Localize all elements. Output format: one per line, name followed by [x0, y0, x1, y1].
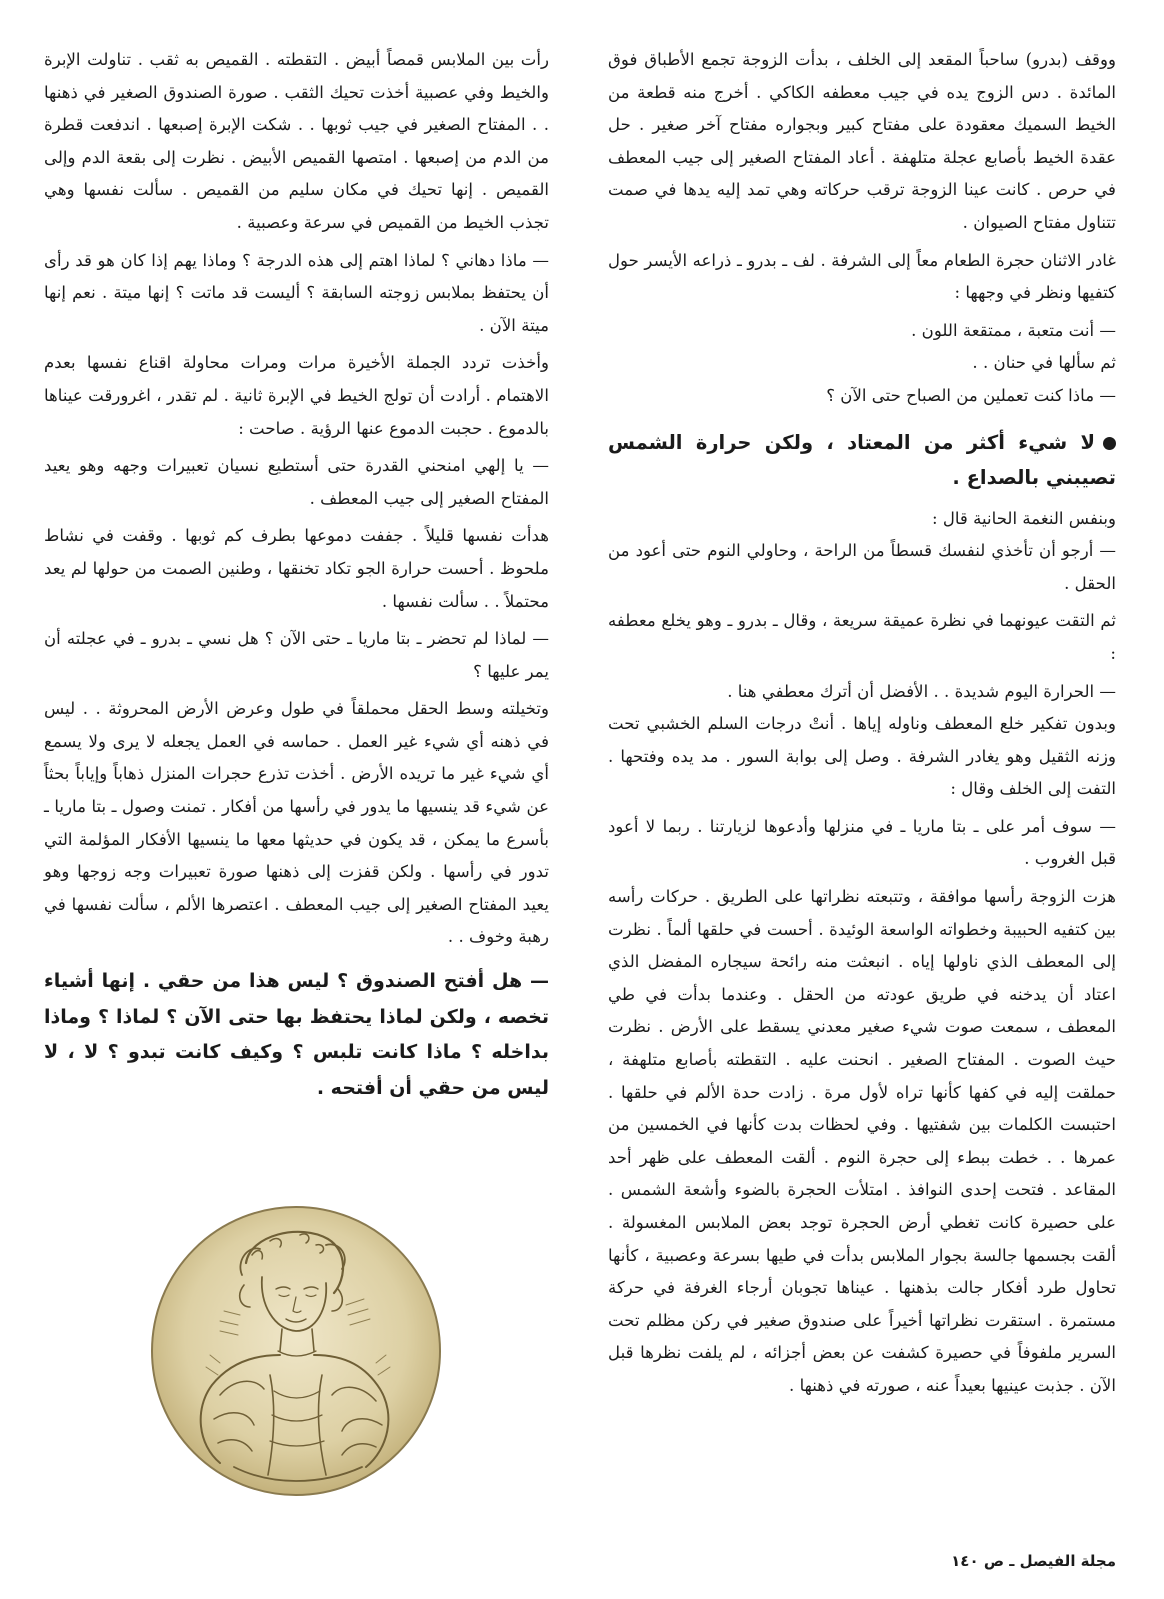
paragraph: رأت بين الملابس قمصاً أبيض . التقطته . القميص به ثقب . تناولت الإبرة والخيط وفي عصبية أخذت تحيك الثقب . صورة الصندوق الصغير في ذهنها . . المفتاح الصغير في جيب ثوبها . . شكت الإبرة إصبعها . اندفعت قطرة من الدم من إصبعها . امتصها القميص الأبيض . نظرت إلى بقعة الدم وإلى القميص . إنها تحيك في مكان سليم من القميص . سألت نفسها وهي تجذب الخيط من القميص في سرعة وعصبية . — [44, 50, 549, 232]
paragraph: ووقف (بدرو) ساحباً المقعد إلى الخلف ، بدأت الزوجة تجمع الأطباق فوق المائدة . دس الزوج يده في جيب معطفه الكاكي . أخرج منه قطعة من الخيط السميك معقودة على مفتاح كبير وبجواره مفتاح آخر صغير . حل عقدة الخيط بأصابع عجلة متلهفة . أعاد المفتاح الصغير إلى جيب المعطف في حرص . كانت عينا الزوجة ترقب حركاته وهي تمد إليه يدها في صمت تتناول مفتاح الصيوان . — [608, 50, 1116, 232]
dialogue-line: — أرجو أن تأخذي لنفسك قسطاً من الراحة ، وحاولي النوم حتى أعود من الحقل . — [608, 541, 1116, 593]
page-footer: مجلة الفيصل ـ ص ١٤٠ — [951, 1552, 1116, 1570]
dialogue-line: — الحرارة اليوم شديدة . . الأفضل أن أترك معطفي هنا . — [727, 681, 1116, 701]
paragraph: وتخيلته وسط الحقل محملقاً في طول وعرض الأرض المحروثة . . ليس في ذهنه أي شيء غير العمل . حماسه في العمل يجعله لا يرى ولا يسمع أي شيء غير ما تريده الأرض . أخذت تذرع حجرات المنزل ذهاباً وإياباً بحثاً عن شيء قد ينسيها ما يدور في رأسها من أفكار . تمنت وصول ـ بتا ماريا ـ بأسرع ما يمكن ، قد يكون في حديثها معها ما ينسيها الأفكار المؤلمة التي تدور في رأسها . ولكن قفزت إلى ذهنها صورة تعبيرات وجه زوجها وهو يعيد المفتاح الصغير إلى جيب المعطف . اعتصرها الألم ، سألت نفسها في رهبة وخوف . . — [44, 699, 549, 947]
headline-text: لا شيء أكثر من المعتاد ، ولكن حرارة الشمس تصيبني بالصداع . — [608, 430, 1116, 489]
woman-portrait-illustration — [150, 1205, 442, 1497]
paragraph: هزت الزوجة رأسها موافقة ، وتتبعته نظراتها على الطريق . حركات رأسه بين كتفيه الحبيبة وخطواته الواسعة الوئيدة . أحست في حلقها ألماً . نظرت إلى المعطف الذي ناولها إياه . انبعثت منه رائحة سيجاره المفضل الذي اعتاد أن يدخنه في طريق عودته من الحقل . وعندما بدأت في طي المعطف ، سمعت صوت شيء صغير معدني يسقط على الأرض . نظرت حيث الصوت . المفتاح الصغير . انحنت عليه . التقطته بأصابع متلهفة ، حملقت إليه في كفها كأنها تراه لأول مرة . زادت حدة الألم في حلقها . احتبست الكلمات بين شفتيها . وفي لحظات بدت كأنها في الخمسين من عمرها . . خطت ببطء إلى حجرة النوم . ألقت المعطف على ظهر أحد المقاعد . فتحت إحدى النوافذ . امتلأت الحجرة بالضوء وأشعة الشمس . على حصيرة كانت تغطي أرض الحجرة توجد بعض الملابس المغسولة . ألقت بجسمها جالسة بجوار الملابس بدأت في طيها بسرعة وعصبية ، كأنها تحاول طرد أفكار جالت بذهنها . عيناها تجوبان أرجاء الغرفة في حركة مستمرة . استقرت نظراتها أخيراً على صندوق صغير في ركن مظلم تحت السرير ملفوفاً في حصيرة كشفت عن بعض أجزائه ، لم يلفت نظرها قبل الآن . جذبت عينيها بعيداً عنه ، صورته في ذهنها . — [608, 887, 1116, 1395]
pull-quote-headline — [608, 425, 1116, 495]
paragraph: هدأت نفسها قليلاً . جففت دموعها بطرف كم ثوبها . وقفت في نشاط ملحوظ . أحست حرارة الجو تكاد تخنقها ، وطنين الصمت من حولها لم يعد محتملاً . . سألت نفسها . — [44, 526, 549, 611]
paragraph: وبنفس النغمة الحانية قال : — [931, 508, 1116, 528]
paragraph: وأخذت تردد الجملة الأخيرة مرات ومرات محاولة اقناع نفسها بعدم الاهتمام . أرادت أن تولج الخيط في الإبرة ثانية . لم تقدر ، اغرورقت عيناها بالدموع . حجبت الدموع عنها الرؤية . صاحت : — [44, 353, 549, 438]
dialogue-line: — ماذا دهاني ؟ لماذا اهتم إلى هذه الدرجة ؟ وماذا يهم إذا كان هو قد رأى أن يحتفظ بملابس زوجته السابقة ؟ أليست قد ماتت ؟ إنها ميتة . نعم إنها ميتة الآن . — [44, 250, 549, 335]
dialogue-line: — سوف أمر على ـ بتا ماريا ـ في منزلها وأدعوها لزيارتنا . ربما لا أعود قبل الغروب . — [608, 816, 1116, 869]
paragraph: ثم التقت عيونهما في نظرة عميقة سريعة ، وقال ـ بدرو ـ وهو يخلع معطفه : — [608, 611, 1116, 663]
dialogue-line: — لماذا لم تحضر ـ بتا ماريا ـ حتى الآن ؟ هل نسي ـ بدرو ـ في عجلته أن يمر عليها ؟ — [44, 629, 549, 681]
bullet-icon — [1103, 437, 1116, 450]
paragraph: غادر الاثنان حجرة الطعام معاً إلى الشرفة . لف ـ بدرو ـ ذراعه الأيسر حول كتفيها ونظر في وجهها : — [608, 250, 1116, 303]
right-column — [608, 44, 1116, 1408]
closing-bold-passage: — هل أفتح الصندوق ؟ ليس هذا من حقي . إنها أشياء تخصه ، ولكن لماذا يحتفظ بها حتى الآن ؟ لماذا ؟ وماذا بداخله ؟ ماذا كانت تلبس ؟ وكيف كانت تبدو ؟ لا ، لا ليس من حقي أن أفتحه . — [44, 970, 549, 1099]
paragraph: ثم سألها في حنان . . — [972, 353, 1116, 373]
dialogue-line: — يا إلهي امنحني القدرة حتى أستطيع نسيان تعبيرات وجهه وهو يعيد المفتاح الصغير إلى جيب المعطف . — [44, 456, 549, 508]
left-column — [44, 44, 549, 1106]
paragraph: وبدون تفكير خلع المعطف وناوله إياها . أنتْ درجات السلم الخشبي تحت وزنه الثقيل وهو يغادر الشرفة . وصل إلى بوابة السور . مد يده وفتحها . التفت إلى الخلف وقال : — [608, 714, 1116, 799]
dialogue-line: — ماذا كنت تعملين من الصباح حتى الآن ؟ — [826, 385, 1116, 405]
dialogue-line: — أنت متعبة ، ممتقعة اللون . — [911, 320, 1116, 340]
